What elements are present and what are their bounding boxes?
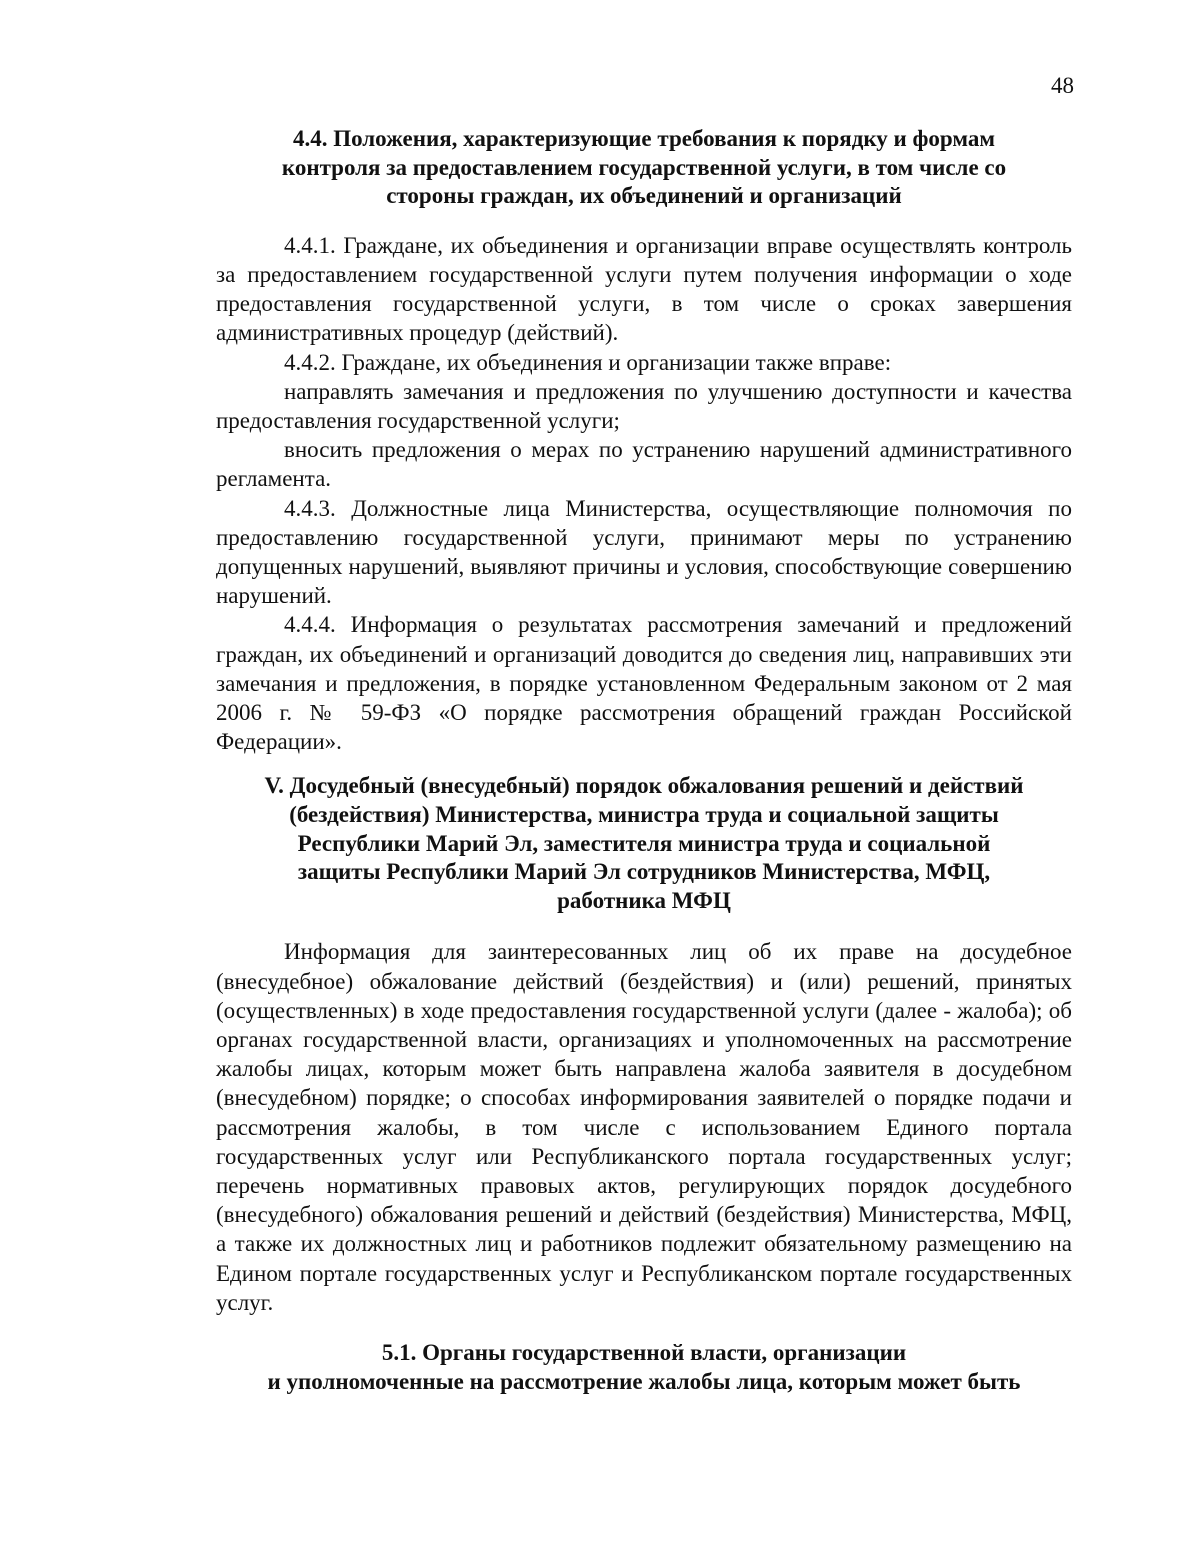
heading-line: Республики Марий Эл, заместителя министра труда и социальной	[297, 830, 991, 856]
section-4-4-heading	[216, 125, 1072, 211]
heading-line: и уполномоченные на рассмотрение жалобы лица, которым может быть	[267, 1368, 1021, 1394]
paragraph-4-4-1: 4.4.1. Граждане, их объединения и организации вправе осуществлять контроль за предоставлением государственной услуги путем получения информации о ходе предоставления государственной услуги, в том числе о сроках завершения административных процедур (действий).	[216, 232, 1072, 346]
heading-line: 5.1. Органы государственной власти, организации	[381, 1340, 907, 1366]
section-v-heading	[216, 772, 1072, 915]
page-number: 48	[1051, 73, 1074, 98]
heading-line: V. Досудебный (внесудебный) порядок обжалования решений и действий	[264, 773, 1024, 799]
heading-line: стороны граждан, их объединений и организаций	[386, 183, 902, 209]
heading-line: контроля за предоставлением государственной услуги, в том числе со	[281, 154, 1007, 180]
paragraph-4-4-4: 4.4.4. Информация о результатах рассмотрения замечаний и предложений граждан, их объединений и организаций доводится до сведения лиц, направивших эти замечания и предложения, в порядке установленном Федеральным законом от 2 мая 2006 г. № 59-ФЗ «О порядке рассмотрения обращений граждан Российской Федерации».	[216, 612, 1072, 755]
document-body	[216, 125, 1072, 1396]
paragraph-4-4-3: 4.4.3. Должностные лица Министерства, осуществляющие полномочия по предоставлению государственной услуги, принимают меры по устранению допущенных нарушений, выявляют причины и условия, способствующие совершению нарушений.	[216, 495, 1072, 609]
paragraph-4-4-2-item-2: вносить предложения о мерах по устранению нарушений административного регламента.	[216, 437, 1072, 492]
heading-line: работника МФЦ	[557, 887, 731, 913]
paragraph-4-4-2-item-1: направлять замечания и предложения по улучшению доступности и качества предоставления государственной услуги;	[216, 378, 1072, 433]
heading-line: (бездействия) Министерства, министра труда и социальной защиты	[289, 802, 999, 828]
paragraph-4-4-2: 4.4.2. Граждане, их объединения и организации также вправе:	[284, 349, 892, 375]
heading-line: 4.4. Положения, характеризующие требования к порядку и формам	[292, 126, 996, 151]
section-5-1-heading	[216, 1339, 1072, 1396]
heading-line: защиты Республики Марий Эл сотрудников Министерства, МФЦ,	[297, 859, 991, 885]
paragraph-section-v: Информация для заинтересованных лиц об их праве на досудебное (внесудебное) обжалование действий (бездействия) и (или) решений, принятых (осуществленных) в ходе предоставления государственной услуги (далее - жалоба); об органах государственной власти, организациях и уполномоченных на рассмотрение жалобы лицах, которым может быть направлена жалоба заявителя в досудебном (внесудебном) порядке; о способах информирования заявителей о порядке подачи и рассмотрения жалобы, в том числе с использованием Единого портала государственных услуг или Республиканского портала государственных услуг; перечень нормативных правовых актов, регулирующих порядок досудебного (внесудебного) обжалования решений и действий (бездействия) Министерства, МФЦ, а также их должностных лиц и работников подлежит обязательному размещению на Едином портале государственных услуг и Республиканском портале государственных услуг.	[216, 939, 1072, 1315]
